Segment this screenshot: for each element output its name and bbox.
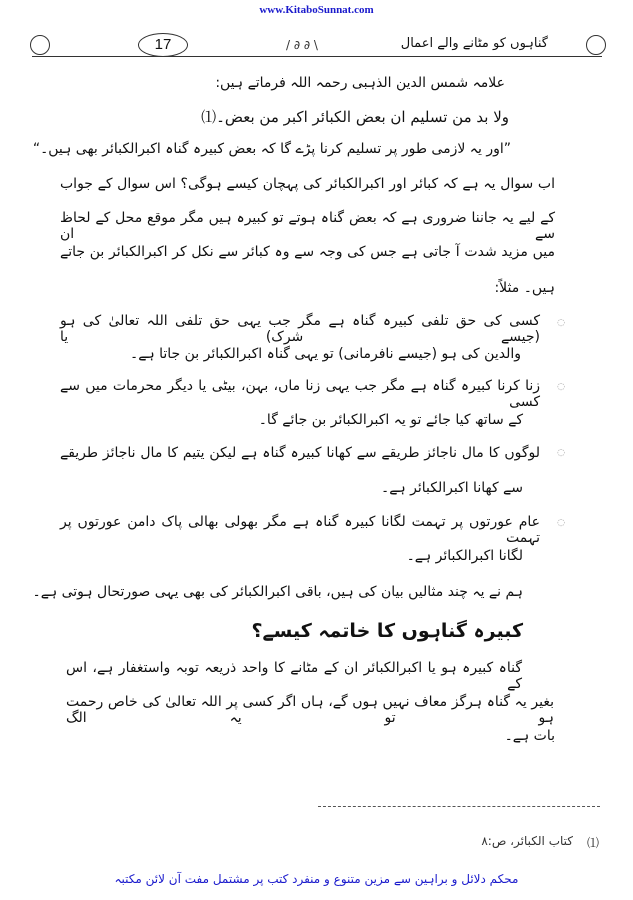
- bullet-line: کسی کی حق تلفی کبیرہ گناہ ہے مگر جب یہی حق تلفی اللہ تعالیٰ کی ہو (جیسے شرک) یا: [60, 313, 540, 345]
- footer-banner[interactable]: محکم دلائل و براہین سے مزین متنوع و منفرد کتب پر مشتمل مفت آن لائن مکتبہ: [114, 872, 519, 886]
- bullet-marker-icon: ◌: [557, 318, 565, 328]
- bullet-line: والدین کی ہو (جیسے نافرمانی) تو یہی گناہ اکبرالکبائر بن جاتا ہے۔: [130, 346, 521, 362]
- final-paragraph-line: گناہ کبیرہ ہو یا اکبرالکبائر ان کے مٹانے کا واحد ذریعہ توبہ واستغفار ہے، اس کے: [66, 660, 522, 692]
- running-title: گناہوں کو مٹانے والے اعمال: [400, 36, 548, 51]
- ornament-right-icon: [586, 35, 606, 55]
- header-rule: [32, 56, 602, 57]
- final-paragraph-line: بغیر یہ گناہ ہرگز معاف نہیں ہوں گے، ہاں اگر کسی پر اللہ تعالیٰ کی خاص رحمت ہو تو یہ الگ: [66, 694, 554, 726]
- footnote-text: کتاب الکبائر، ص:۸: [481, 834, 573, 848]
- ornament-left-icon: [30, 35, 50, 55]
- center-ornament-icon: / ∂ ∂ \: [286, 38, 318, 52]
- translation: ”اور یہ لازمی طور پر تسلیم کرنا پڑے گا کہ بعض کبیرہ گناہ اکبرالکبائر بھی ہیں۔“: [32, 141, 511, 157]
- bullet-marker-icon: ◌: [557, 448, 565, 458]
- bullet-line: عام عورتوں پر تہمت لگانا کبیرہ گناہ ہے مگر بھولی بھالی پاک دامن عورتوں پر تہمت: [60, 514, 540, 546]
- bullet-line: کے ساتھ کیا جائے تو یہ اکبرالکبائر بن جائے گا۔: [258, 412, 523, 428]
- bullet-marker-icon: ◌: [557, 382, 565, 392]
- bullet-line: سے کھانا اکبرالکبائر ہے۔: [381, 480, 523, 496]
- footnote-marker: ⑴: [586, 836, 599, 850]
- final-paragraph-line: بات ہے۔: [504, 728, 555, 744]
- paragraph-line: ہیں۔ مثلاً:: [494, 280, 555, 296]
- arabic-quote: ولا بد من تسلیم ان بعض الکبائر اکبر من بعض۔⑴: [201, 108, 509, 126]
- footnote-separator: [318, 806, 600, 807]
- paragraph-line: میں مزید شدت آ جاتی ہے جس کی وجہ سے وہ کبائر سے نکل کر اکبرالکبائر بن جاتے: [60, 244, 555, 260]
- section-heading: کبیرہ گناہوں کا خاتمہ کیسے؟: [251, 620, 523, 642]
- intro-line: علامہ شمس الدین الذہبی رحمہ اللہ فرماتے ہیں:: [215, 75, 505, 91]
- bullet-line: لوگوں کا مال ناجائز طریقے سے کھانا کبیرہ گناہ ہے لیکن یتیم کا مال ناجائز طریقے: [60, 445, 540, 461]
- paragraph-line: اب سوال یہ ہے کہ کبائر اور اکبرالکبائر کی پہچان کیسے ہوگی؟ اس سوال کے جواب: [60, 176, 555, 192]
- bullet-line: لگانا اکبرالکبائر ہے۔: [406, 548, 523, 564]
- bullet-marker-icon: ◌: [557, 518, 565, 528]
- conclusion-line: ہم نے یہ چند مثالیں بیان کی ہیں، باقی اکبرالکبائر کی بھی یہی صورتحال ہوتی ہے۔: [32, 584, 523, 600]
- page-number: 17: [138, 33, 188, 57]
- site-url[interactable]: www.KitaboSunnat.com: [259, 4, 374, 16]
- bullet-line: زنا کرنا کبیرہ گناہ ہے مگر جب یہی زنا ماں، بہن، بیٹی یا دیگر محرمات میں سے کسی: [60, 378, 540, 410]
- paragraph-line: کے لیے یہ جاننا ضروری ہے کہ بعض گناہ ہوتے تو کبیرہ ہیں مگر موقع محل کے لحاظ سے ان: [60, 210, 555, 242]
